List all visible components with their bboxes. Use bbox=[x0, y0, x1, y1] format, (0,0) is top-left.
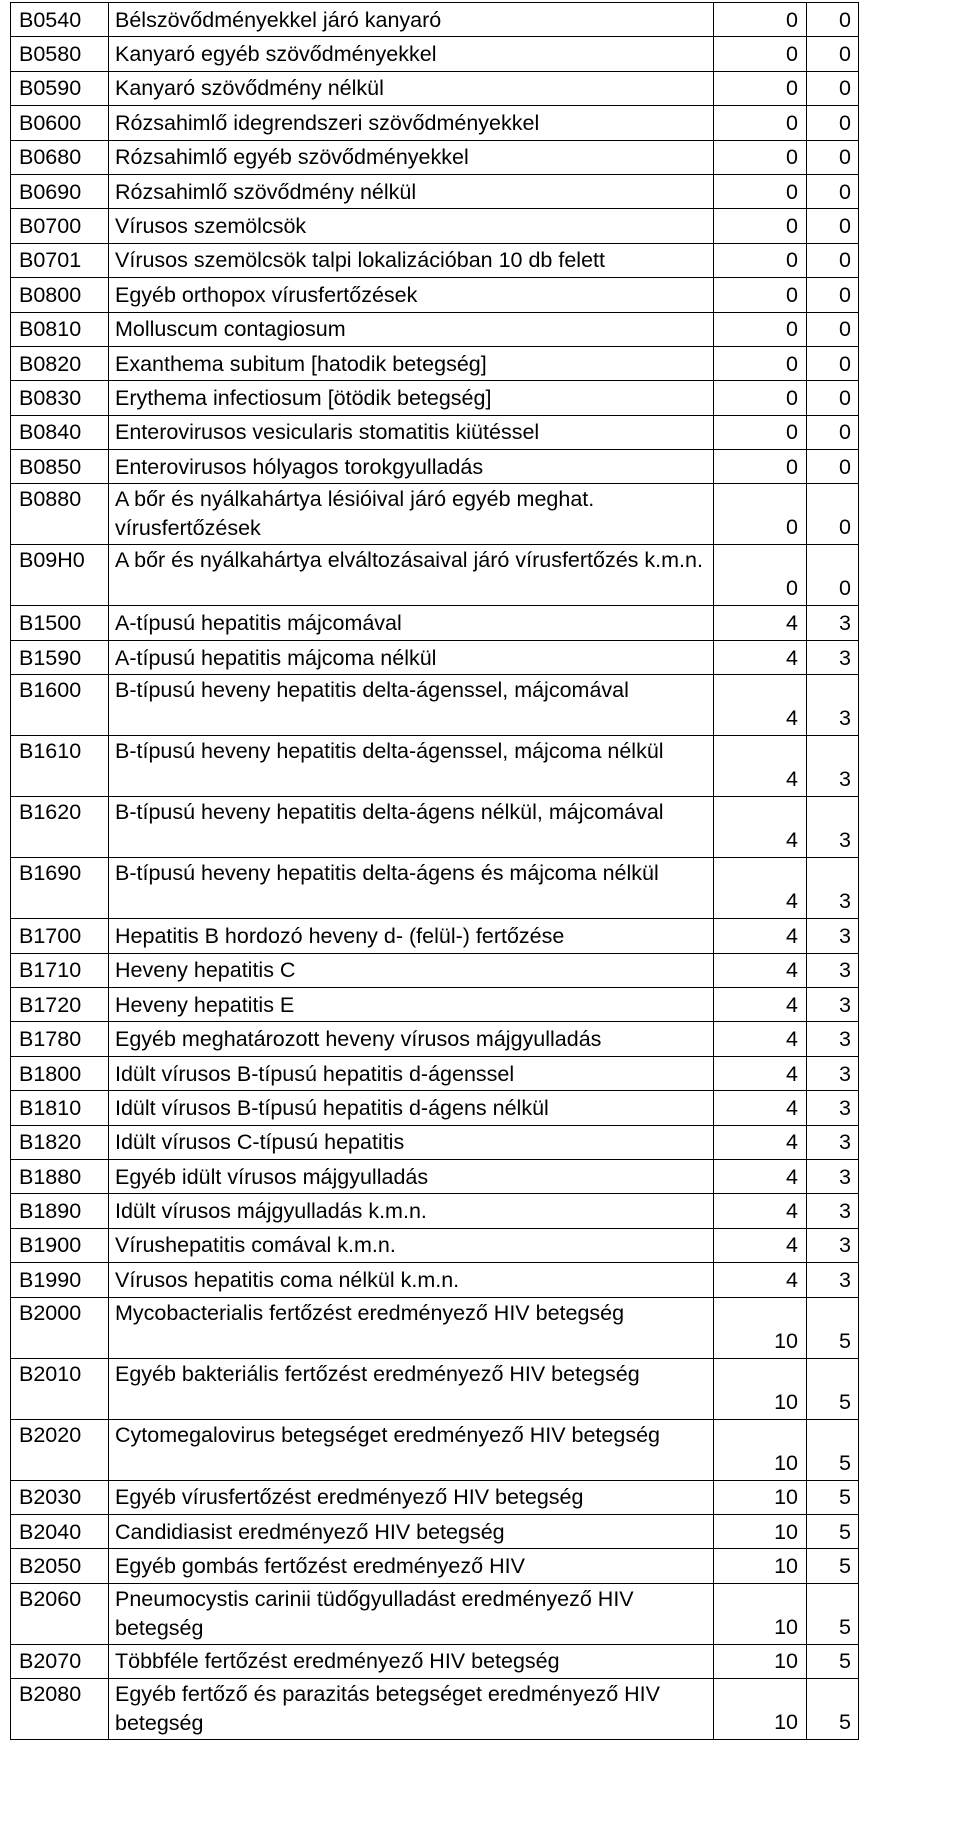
code-cell: B2050 bbox=[11, 1549, 109, 1583]
code-cell: B1880 bbox=[11, 1159, 109, 1193]
value-2-cell: 0 bbox=[807, 106, 859, 140]
table-row bbox=[11, 606, 859, 640]
value-2-cell: 3 bbox=[807, 919, 859, 953]
value-2-cell: 3 bbox=[807, 858, 859, 919]
value-2-cell: 0 bbox=[807, 71, 859, 105]
value-1-cell: 4 bbox=[714, 1022, 807, 1056]
code-cell: B0590 bbox=[11, 71, 109, 105]
table-row bbox=[11, 278, 859, 312]
value-1-cell: 4 bbox=[714, 1263, 807, 1297]
value-2-cell: 5 bbox=[807, 1549, 859, 1583]
value-2-cell: 3 bbox=[807, 1056, 859, 1090]
description-cell: Egyéb idült vírusos májgyulladás bbox=[109, 1159, 714, 1193]
code-cell: B1600 bbox=[11, 675, 109, 736]
table-row bbox=[11, 988, 859, 1022]
value-2-cell: 0 bbox=[807, 140, 859, 174]
value-2-cell: 3 bbox=[807, 1159, 859, 1193]
value-1-cell: 0 bbox=[714, 346, 807, 380]
description-cell: Vírusos szemölcsök talpi lokalizációban 10 db felett bbox=[109, 243, 714, 277]
value-2-cell: 5 bbox=[807, 1419, 859, 1480]
code-cell: B1800 bbox=[11, 1056, 109, 1090]
code-cell: B0840 bbox=[11, 415, 109, 449]
value-1-cell: 4 bbox=[714, 797, 807, 858]
description-cell: Kanyaró egyéb szövődményekkel bbox=[109, 37, 714, 71]
value-1-cell: 4 bbox=[714, 953, 807, 987]
description-cell: Egyéb bakteriális fertőzést eredményező HIV betegség bbox=[109, 1358, 714, 1419]
description-cell: Mycobacterialis fertőzést eredményező HIV betegség bbox=[109, 1297, 714, 1358]
value-2-cell: 0 bbox=[807, 174, 859, 208]
table-row bbox=[11, 415, 859, 449]
description-cell: Idült vírusos májgyulladás k.m.n. bbox=[109, 1194, 714, 1228]
value-1-cell: 0 bbox=[714, 450, 807, 484]
value-2-cell: 0 bbox=[807, 3, 859, 37]
code-cell: B0830 bbox=[11, 381, 109, 415]
description-cell: A bőr és nyálkahártya lésióival járó egyéb meghat. vírusfertőzések bbox=[109, 484, 714, 545]
table-row bbox=[11, 675, 859, 736]
table-row bbox=[11, 545, 859, 606]
value-2-cell: 3 bbox=[807, 1022, 859, 1056]
value-1-cell: 0 bbox=[714, 484, 807, 545]
value-2-cell: 0 bbox=[807, 381, 859, 415]
description-cell: Egyéb fertőző és parazitás betegséget eredményező HIV betegség bbox=[109, 1679, 714, 1740]
value-1-cell: 4 bbox=[714, 736, 807, 797]
table-row bbox=[11, 1056, 859, 1090]
value-1-cell: 0 bbox=[714, 312, 807, 346]
value-2-cell: 3 bbox=[807, 1194, 859, 1228]
code-cell: B1610 bbox=[11, 736, 109, 797]
value-1-cell: 4 bbox=[714, 1125, 807, 1159]
value-1-cell: 4 bbox=[714, 640, 807, 674]
value-1-cell: 10 bbox=[714, 1549, 807, 1583]
table-row bbox=[11, 858, 859, 919]
value-2-cell: 3 bbox=[807, 797, 859, 858]
description-cell: Idült vírusos B-típusú hepatitis d-ágenssel bbox=[109, 1056, 714, 1090]
description-cell: Többféle fertőzést eredményező HIV betegség bbox=[109, 1644, 714, 1678]
table-row bbox=[11, 484, 859, 545]
table-body bbox=[11, 3, 859, 1740]
value-2-cell: 0 bbox=[807, 545, 859, 606]
code-cell: B1710 bbox=[11, 953, 109, 987]
code-cell: B0701 bbox=[11, 243, 109, 277]
value-2-cell: 3 bbox=[807, 1228, 859, 1262]
value-2-cell: 3 bbox=[807, 1263, 859, 1297]
description-cell: B-típusú heveny hepatitis delta-ágenssel, májcoma nélkül bbox=[109, 736, 714, 797]
value-1-cell: 4 bbox=[714, 858, 807, 919]
table-row bbox=[11, 640, 859, 674]
value-2-cell: 5 bbox=[807, 1514, 859, 1548]
value-1-cell: 10 bbox=[714, 1358, 807, 1419]
table-row bbox=[11, 919, 859, 953]
value-1-cell: 0 bbox=[714, 278, 807, 312]
value-2-cell: 0 bbox=[807, 37, 859, 71]
description-cell: Bélszövődményekkel járó kanyaró bbox=[109, 3, 714, 37]
description-cell: Vírusos hepatitis coma nélkül k.m.n. bbox=[109, 1263, 714, 1297]
table-row bbox=[11, 312, 859, 346]
code-cell: B0680 bbox=[11, 140, 109, 174]
description-cell: Molluscum contagiosum bbox=[109, 312, 714, 346]
description-cell: Rózsahimlő idegrendszeri szövődményekkel bbox=[109, 106, 714, 140]
value-1-cell: 0 bbox=[714, 71, 807, 105]
description-cell: Candidiasist eredményező HIV betegség bbox=[109, 1514, 714, 1548]
table-row bbox=[11, 209, 859, 243]
value-1-cell: 10 bbox=[714, 1514, 807, 1548]
value-1-cell: 0 bbox=[714, 174, 807, 208]
value-1-cell: 0 bbox=[714, 106, 807, 140]
code-cell: B1990 bbox=[11, 1263, 109, 1297]
value-1-cell: 4 bbox=[714, 606, 807, 640]
code-cell: B0700 bbox=[11, 209, 109, 243]
value-1-cell: 4 bbox=[714, 988, 807, 1022]
value-1-cell: 10 bbox=[714, 1644, 807, 1678]
code-cell: B1810 bbox=[11, 1091, 109, 1125]
value-2-cell: 5 bbox=[807, 1480, 859, 1514]
table-row bbox=[11, 736, 859, 797]
value-2-cell: 3 bbox=[807, 1091, 859, 1125]
value-2-cell: 0 bbox=[807, 415, 859, 449]
code-cell: B0600 bbox=[11, 106, 109, 140]
description-cell: Egyéb meghatározott heveny vírusos májgyulladás bbox=[109, 1022, 714, 1056]
description-cell: A-típusú hepatitis májcomával bbox=[109, 606, 714, 640]
value-2-cell: 5 bbox=[807, 1644, 859, 1678]
code-cell: B0580 bbox=[11, 37, 109, 71]
code-cell: B0850 bbox=[11, 450, 109, 484]
code-cell: B0810 bbox=[11, 312, 109, 346]
value-1-cell: 0 bbox=[714, 140, 807, 174]
value-2-cell: 5 bbox=[807, 1297, 859, 1358]
code-cell: B2080 bbox=[11, 1679, 109, 1740]
description-cell: Rózsahimlő egyéb szövődményekkel bbox=[109, 140, 714, 174]
code-cell: B1590 bbox=[11, 640, 109, 674]
table-row bbox=[11, 346, 859, 380]
table-row bbox=[11, 1091, 859, 1125]
value-1-cell: 0 bbox=[714, 381, 807, 415]
code-cell: B2030 bbox=[11, 1480, 109, 1514]
table-row bbox=[11, 1644, 859, 1678]
description-cell: Egyéb vírusfertőzést eredményező HIV betegség bbox=[109, 1480, 714, 1514]
table-row bbox=[11, 1514, 859, 1548]
description-cell: Vírushepatitis comával k.m.n. bbox=[109, 1228, 714, 1262]
table-row bbox=[11, 1583, 859, 1644]
value-1-cell: 4 bbox=[714, 675, 807, 736]
value-2-cell: 3 bbox=[807, 953, 859, 987]
value-2-cell: 5 bbox=[807, 1358, 859, 1419]
table-row bbox=[11, 174, 859, 208]
code-cell: B1890 bbox=[11, 1194, 109, 1228]
code-cell: B2060 bbox=[11, 1583, 109, 1644]
value-1-cell: 10 bbox=[714, 1419, 807, 1480]
table-row bbox=[11, 1358, 859, 1419]
value-2-cell: 0 bbox=[807, 484, 859, 545]
code-cell: B0540 bbox=[11, 3, 109, 37]
value-2-cell: 0 bbox=[807, 243, 859, 277]
code-cell: B1500 bbox=[11, 606, 109, 640]
table-row bbox=[11, 106, 859, 140]
value-2-cell: 3 bbox=[807, 640, 859, 674]
table-row bbox=[11, 1125, 859, 1159]
value-2-cell: 5 bbox=[807, 1583, 859, 1644]
code-cell: B1620 bbox=[11, 797, 109, 858]
description-cell: Rózsahimlő szövődmény nélkül bbox=[109, 174, 714, 208]
value-1-cell: 0 bbox=[714, 415, 807, 449]
table-row bbox=[11, 1549, 859, 1583]
code-cell: B1820 bbox=[11, 1125, 109, 1159]
code-cell: B2000 bbox=[11, 1297, 109, 1358]
code-cell: B0880 bbox=[11, 484, 109, 545]
value-2-cell: 0 bbox=[807, 312, 859, 346]
table-row bbox=[11, 1480, 859, 1514]
description-cell: Egyéb orthopox vírusfertőzések bbox=[109, 278, 714, 312]
value-1-cell: 4 bbox=[714, 1228, 807, 1262]
value-1-cell: 0 bbox=[714, 3, 807, 37]
code-cell: B1690 bbox=[11, 858, 109, 919]
disease-code-table bbox=[10, 2, 859, 1740]
value-1-cell: 4 bbox=[714, 1056, 807, 1090]
code-cell: B1720 bbox=[11, 988, 109, 1022]
description-cell: A bőr és nyálkahártya elváltozásaival járó vírusfertőzés k.m.n. bbox=[109, 545, 714, 606]
description-cell: Exanthema subitum [hatodik betegség] bbox=[109, 346, 714, 380]
value-1-cell: 4 bbox=[714, 1194, 807, 1228]
description-cell: B-típusú heveny hepatitis delta-ágens és májcoma nélkül bbox=[109, 858, 714, 919]
table-row bbox=[11, 243, 859, 277]
value-2-cell: 3 bbox=[807, 736, 859, 797]
description-cell: Idült vírusos C-típusú hepatitis bbox=[109, 1125, 714, 1159]
table-row bbox=[11, 1297, 859, 1358]
value-1-cell: 10 bbox=[714, 1297, 807, 1358]
table-row bbox=[11, 37, 859, 71]
description-cell: Erythema infectiosum [ötödik betegség] bbox=[109, 381, 714, 415]
table-row bbox=[11, 1228, 859, 1262]
value-2-cell: 0 bbox=[807, 278, 859, 312]
value-2-cell: 0 bbox=[807, 209, 859, 243]
description-cell: Enterovirusos vesicularis stomatitis kiütéssel bbox=[109, 415, 714, 449]
value-1-cell: 0 bbox=[714, 545, 807, 606]
table-row bbox=[11, 1022, 859, 1056]
description-cell: Idült vírusos B-típusú hepatitis d-ágens nélkül bbox=[109, 1091, 714, 1125]
code-cell: B2010 bbox=[11, 1358, 109, 1419]
table-row bbox=[11, 1419, 859, 1480]
description-cell: A-típusú hepatitis májcoma nélkül bbox=[109, 640, 714, 674]
table-row bbox=[11, 450, 859, 484]
table-row bbox=[11, 381, 859, 415]
table-row bbox=[11, 1263, 859, 1297]
value-1-cell: 0 bbox=[714, 209, 807, 243]
value-1-cell: 4 bbox=[714, 1091, 807, 1125]
code-cell: B0820 bbox=[11, 346, 109, 380]
description-cell: Heveny hepatitis C bbox=[109, 953, 714, 987]
code-cell: B1900 bbox=[11, 1228, 109, 1262]
value-1-cell: 4 bbox=[714, 1159, 807, 1193]
description-cell: Vírusos szemölcsök bbox=[109, 209, 714, 243]
description-cell: Egyéb gombás fertőzést eredményező HIV bbox=[109, 1549, 714, 1583]
description-cell: B-típusú heveny hepatitis delta-ágens nélkül, májcomával bbox=[109, 797, 714, 858]
table-row bbox=[11, 71, 859, 105]
code-cell: B1780 bbox=[11, 1022, 109, 1056]
value-2-cell: 0 bbox=[807, 346, 859, 380]
value-2-cell: 5 bbox=[807, 1679, 859, 1740]
table-row bbox=[11, 3, 859, 37]
value-1-cell: 4 bbox=[714, 919, 807, 953]
code-cell: B1700 bbox=[11, 919, 109, 953]
value-1-cell: 10 bbox=[714, 1480, 807, 1514]
description-cell: Kanyaró szövődmény nélkül bbox=[109, 71, 714, 105]
code-cell: B2070 bbox=[11, 1644, 109, 1678]
table-row bbox=[11, 140, 859, 174]
code-cell: B2040 bbox=[11, 1514, 109, 1548]
table-row bbox=[11, 1194, 859, 1228]
value-2-cell: 3 bbox=[807, 606, 859, 640]
description-cell: Hepatitis B hordozó heveny d- (felül-) fertőzése bbox=[109, 919, 714, 953]
table-row bbox=[11, 1679, 859, 1740]
description-cell: Pneumocystis carinii tüdőgyulladást eredményező HIV betegség bbox=[109, 1583, 714, 1644]
value-2-cell: 0 bbox=[807, 450, 859, 484]
description-cell: Heveny hepatitis E bbox=[109, 988, 714, 1022]
description-cell: Cytomegalovirus betegséget eredményező HIV betegség bbox=[109, 1419, 714, 1480]
code-cell: B2020 bbox=[11, 1419, 109, 1480]
code-cell: B09H0 bbox=[11, 545, 109, 606]
code-cell: B0690 bbox=[11, 174, 109, 208]
description-cell: Enterovirusos hólyagos torokgyulladás bbox=[109, 450, 714, 484]
value-2-cell: 3 bbox=[807, 675, 859, 736]
value-1-cell: 0 bbox=[714, 243, 807, 277]
value-1-cell: 10 bbox=[714, 1679, 807, 1740]
table-row bbox=[11, 953, 859, 987]
value-2-cell: 3 bbox=[807, 1125, 859, 1159]
value-1-cell: 10 bbox=[714, 1583, 807, 1644]
value-1-cell: 0 bbox=[714, 37, 807, 71]
description-cell: B-típusú heveny hepatitis delta-ágenssel, májcomával bbox=[109, 675, 714, 736]
table-row bbox=[11, 797, 859, 858]
value-2-cell: 3 bbox=[807, 988, 859, 1022]
table-row bbox=[11, 1159, 859, 1193]
code-cell: B0800 bbox=[11, 278, 109, 312]
